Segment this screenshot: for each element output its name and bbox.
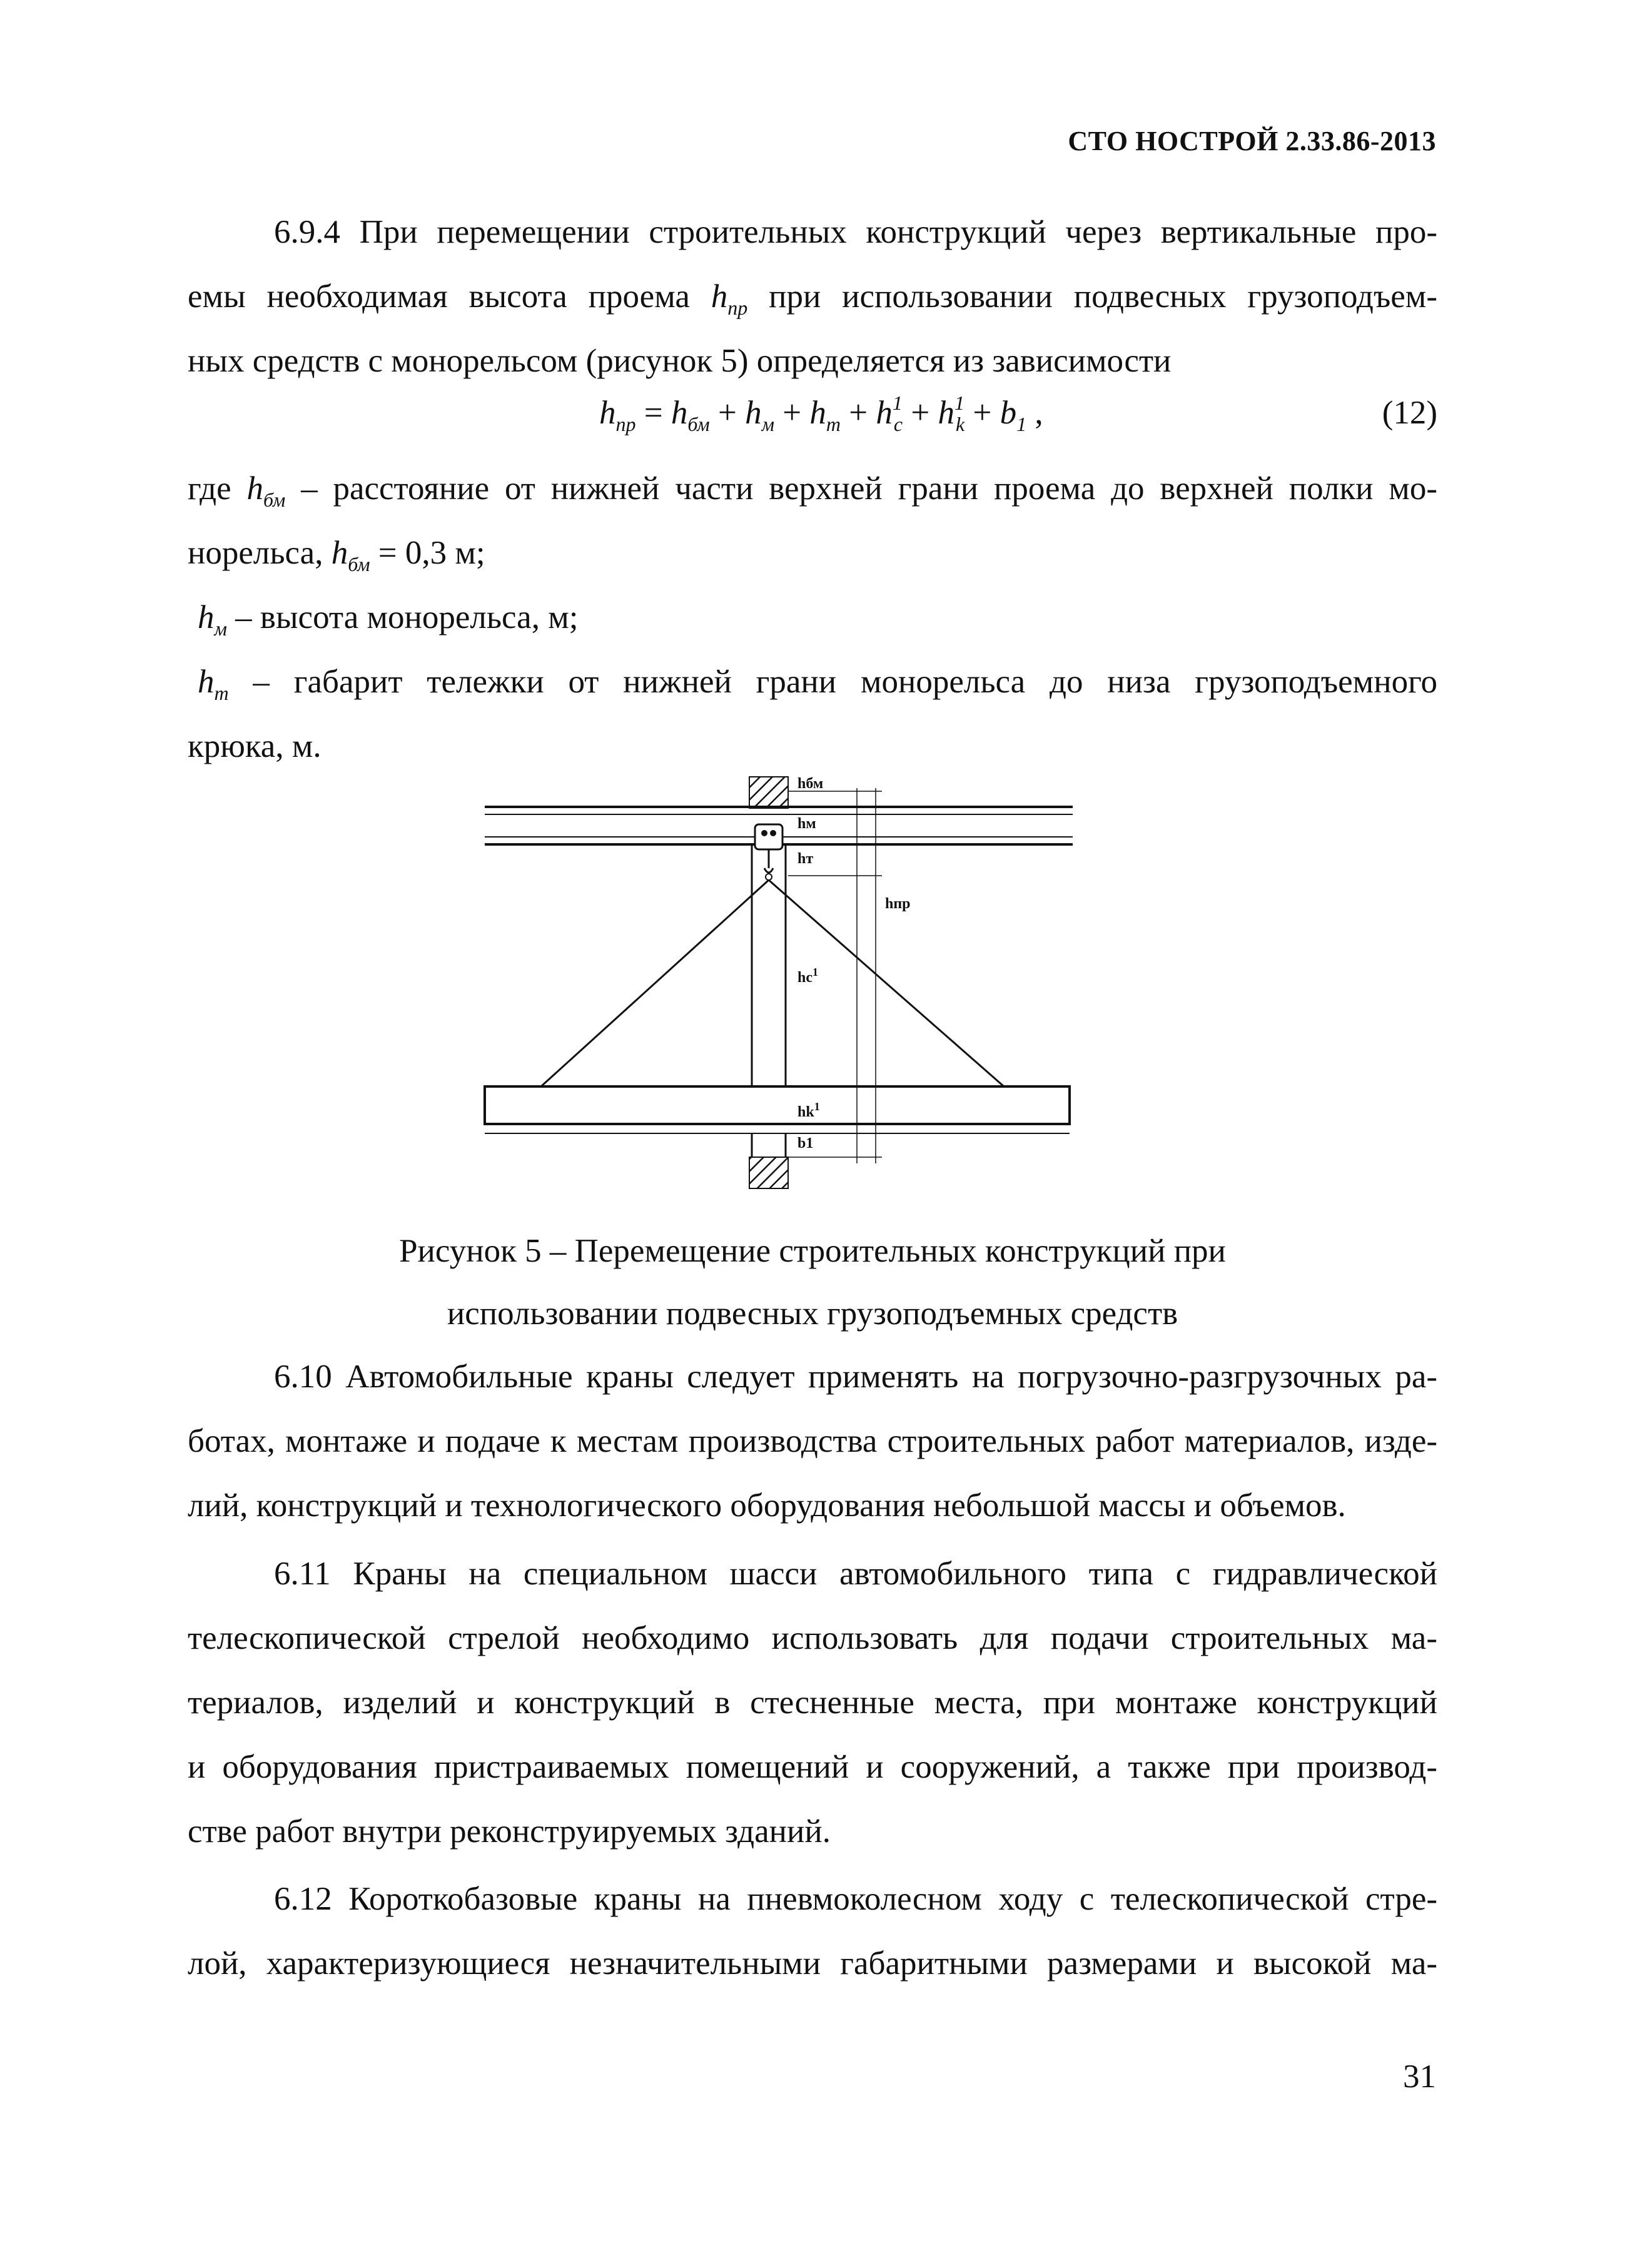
caption-line: использовании подвесных грузоподъемных средств <box>447 1295 1178 1332</box>
figure-5 <box>482 769 1076 1220</box>
where-block <box>188 457 1437 779</box>
text-line: крюка, м. <box>188 728 321 764</box>
label-ht: hт <box>797 851 814 867</box>
text-line: норельса, $h_{бм} = 0,3$ м; <box>188 535 485 575</box>
load-beam <box>485 1086 1070 1133</box>
caption-line: Рисунок 5 – Перемещение строительных конструкций при <box>399 1233 1226 1269</box>
slings <box>541 880 1004 1086</box>
label-hpr: hпр <box>885 896 911 912</box>
text-line: лий, конструкций и технологического оборудования небольшой массы и объемов. <box>188 1487 1346 1524</box>
paragraph-6-11 <box>188 1542 1437 1864</box>
label-hk: $hk^1$ <box>797 1100 820 1120</box>
paragraph-6-9-4 <box>188 200 1437 393</box>
text-line: емы необходимая высота проема $h_{пр}$ при использовании подвесных грузоподъем- <box>188 278 1437 319</box>
text-line: $h_м$ – высота монорельса, м; <box>198 599 579 640</box>
text-line: 6.12 Короткобазовые краны на пневмоколесном ходу с телескопической стре- <box>274 1881 1437 1917</box>
label-hbm: hбм <box>797 776 824 792</box>
trolley <box>755 824 782 880</box>
wall-top <box>749 777 788 808</box>
label-hc: $hс^1$ <box>797 966 818 986</box>
figure-caption <box>188 1220 1437 1345</box>
label-hm: hм <box>797 816 816 832</box>
text-line: ботах, монтаже и подаче к местам производства строительных работ материалов, изде- <box>188 1423 1437 1459</box>
text-line: телескопической стрелой необходимо использовать для подачи строительных ма- <box>188 1620 1437 1656</box>
paragraph-6-12 <box>188 1867 1437 1996</box>
text-line: ных средств с монорельсом (рисунок 5) определяется из зависимости <box>188 343 1172 379</box>
formula-number: (12) <box>1382 395 1437 431</box>
label-b1: b1 <box>797 1135 814 1152</box>
text-line: где $h_{бм}$ – расстояние от нижней части верхней грани проема до верхней полки мо- <box>188 470 1437 511</box>
wall-bottom <box>749 1157 788 1188</box>
text-line: 6.10 Автомобильные краны следует применять на погрузочно-разгрузочных ра- <box>274 1359 1437 1395</box>
text-line: и оборудования пристраиваемых помещений и сооружений, а также при производ- <box>188 1749 1437 1785</box>
text-line: $h_т$ – габарит тележки от нижней грани монорельса до низа грузоподъемного <box>198 664 1437 704</box>
text-line: 6.9.4 При перемещении строительных конструкций через вертикальные про- <box>274 214 1437 250</box>
figure-5-drawing <box>482 769 1076 1220</box>
formula-12: $h_{пр} = h_{бм} + h_м + h_т + h^1_с + h^1_k + b_1$ , <box>599 392 1043 435</box>
document-header: СТО НОСТРОЙ 2.33.86-2013 <box>1068 126 1436 156</box>
variable: h <box>711 278 728 315</box>
text-line: лой, характеризующиеся незначительными габаритными размерами и высокой ма- <box>188 1945 1437 1982</box>
paragraph-6-10 <box>188 1345 1437 1538</box>
text-line: стве работ внутри реконструируемых зданий. <box>188 1813 831 1850</box>
text-line: 6.11 Краны на специальном шасси автомобильного типа с гидравлической <box>274 1556 1437 1592</box>
text-line: териалов, изделий и конструкций в стесненные места, при монтаже конструкций <box>188 1684 1437 1721</box>
page-number: 31 <box>1403 2058 1436 2095</box>
